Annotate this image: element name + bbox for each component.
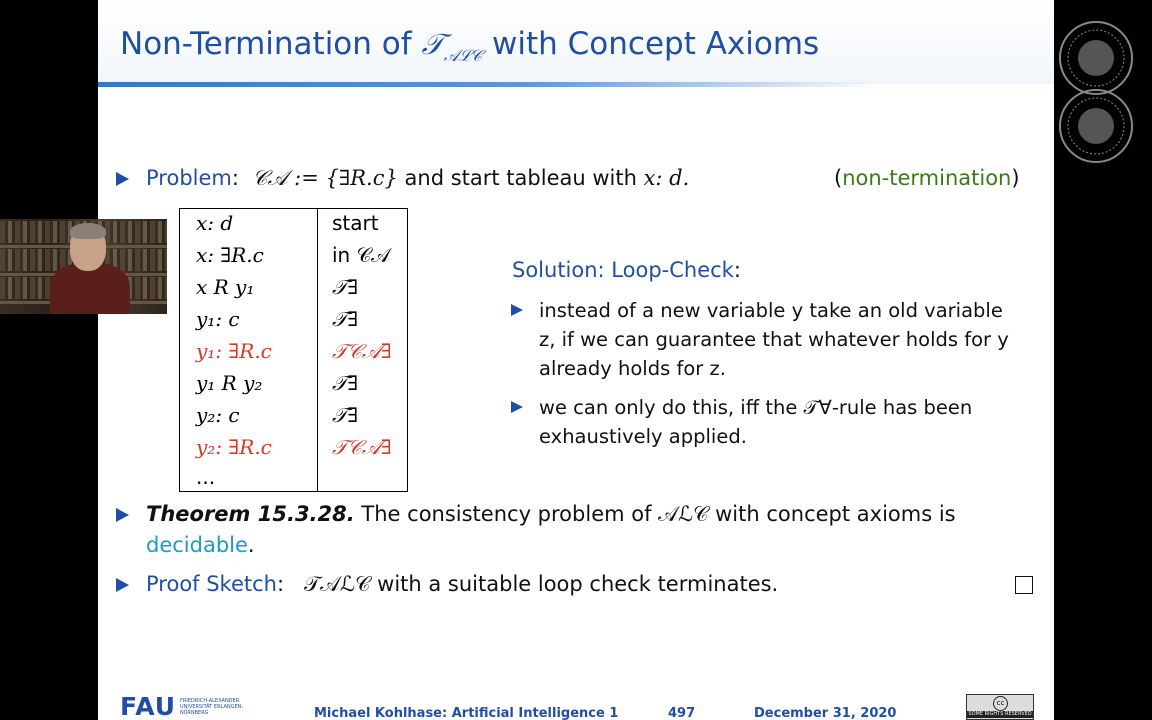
footer-date: December 31, 2020 xyxy=(754,706,897,720)
cc-license-badge: cc SOME RIGHTS RESERVED xyxy=(966,694,1034,720)
tableau-table xyxy=(179,208,408,492)
theorem-line: Theorem 15.3.28. The consistency problem of 𝒜ℒ𝒞 with concept axioms is xyxy=(146,502,956,526)
tableau-row: x: d start xyxy=(196,211,379,235)
bullet-icon xyxy=(116,508,129,522)
fau-logo: FAU xyxy=(120,692,177,720)
fau-logo-subtitle: FRIEDRICH-ALEXANDER UNIVERSITÄT ERLANGEN-NÜRNBERG xyxy=(180,698,244,716)
solution-title: Solution: Loop-Check: xyxy=(512,258,741,282)
qed-square-icon xyxy=(1015,576,1033,594)
tableau-row: x R y₁ 𝒯∃ xyxy=(196,275,359,299)
university-seal-icon xyxy=(1054,18,1134,168)
theorem-line-2: decidable. xyxy=(146,533,255,557)
footer-page-number: 497 xyxy=(668,706,696,720)
solution-item: instead of a new variable y take an old variable z, if we can guarantee that whatever holds for y already holds for z. xyxy=(539,299,1009,380)
non-termination-tag: (non-termination) xyxy=(834,166,1020,190)
tableau-row: y₂: c 𝒯∃ xyxy=(196,403,359,427)
tableau-row: x: ∃R.c in 𝒞𝒜 xyxy=(196,243,391,267)
title-bar xyxy=(98,0,1054,84)
proof-line: Proof Sketch: 𝒯𝒜ℒ𝒞 with a suitable loop check terminates. xyxy=(146,572,779,596)
bullet-icon xyxy=(511,304,523,316)
tableau-row: y₁: c 𝒯∃ xyxy=(196,307,359,331)
slide xyxy=(98,0,1054,720)
bullet-icon xyxy=(116,172,129,186)
presenter-hair xyxy=(70,223,106,239)
bullet-icon xyxy=(511,401,523,413)
footer-author: Michael Kohlhase: Artificial Intelligence 1 xyxy=(314,706,619,720)
problem-line: Problem: 𝒞𝒜 := {∃R.c} and start tableau with x: d. xyxy=(146,166,690,190)
solution-item: we can only do this, iff the 𝒯∀-rule has been exhaustively applied. xyxy=(539,396,973,448)
cc-icon: cc xyxy=(993,696,1008,711)
bullet-icon xyxy=(116,578,129,592)
title-rule xyxy=(98,82,878,87)
tableau-row: y₁: ∃R.c 𝒯𝒞𝒜∃ xyxy=(196,339,392,363)
tableau-row: ... xyxy=(196,465,216,489)
webcam-video xyxy=(0,219,167,314)
tableau-row: y₁ R y₂ 𝒯∃ xyxy=(196,371,359,395)
footer xyxy=(98,690,1054,720)
tableau-row: y₂: ∃R.c 𝒯𝒞𝒜∃ xyxy=(196,435,392,459)
slide-title: Non-Termination of 𝒯$_{𝒜ℒ𝒞}$ with Concept Axioms xyxy=(120,26,820,66)
